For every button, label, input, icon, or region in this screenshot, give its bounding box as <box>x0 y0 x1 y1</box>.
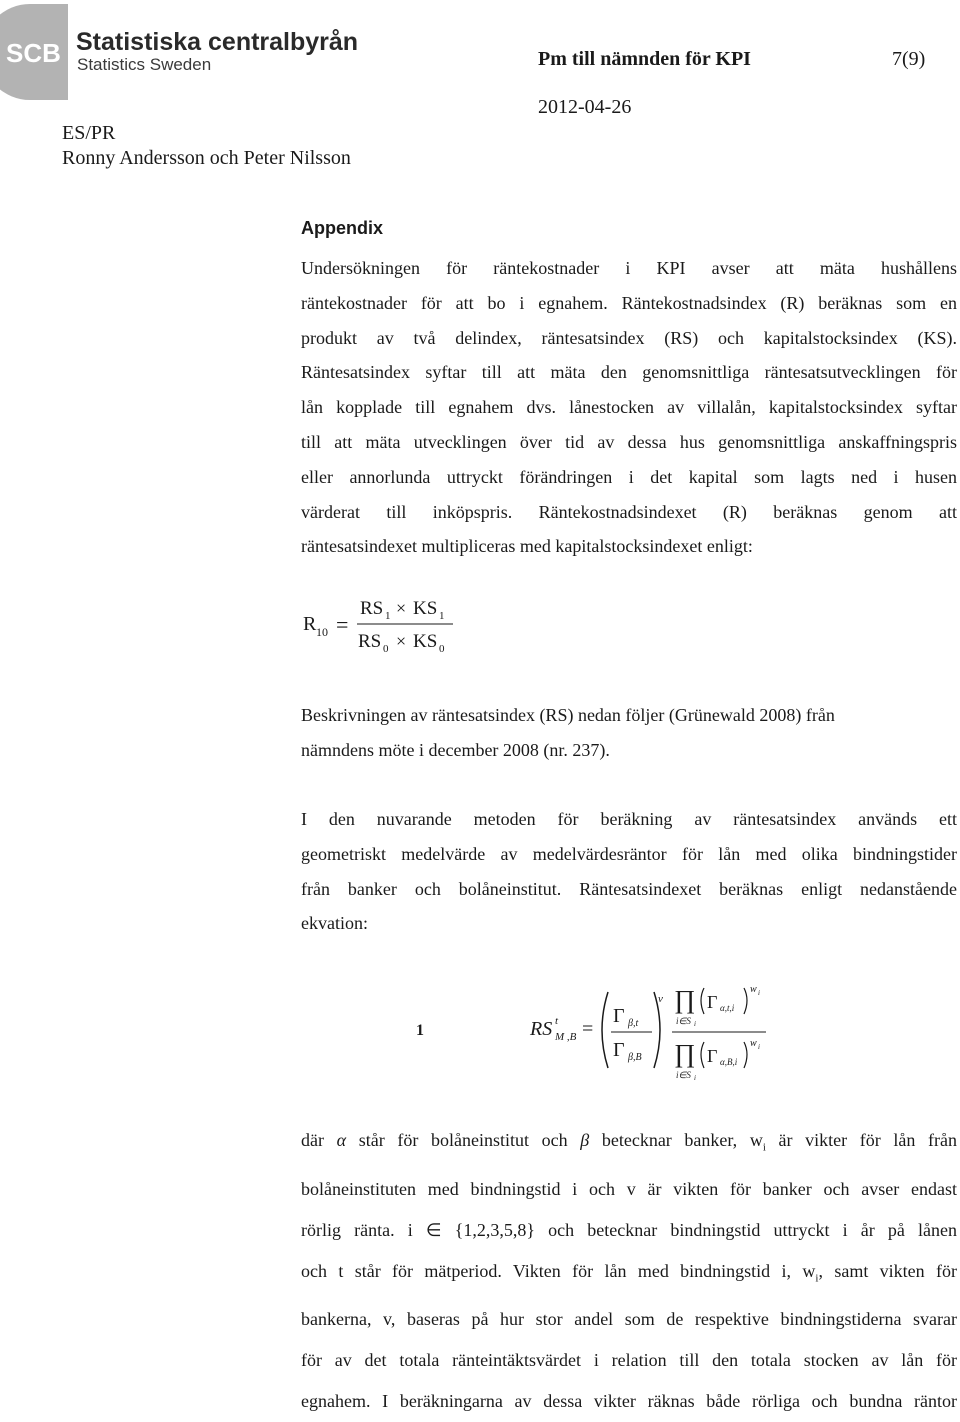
text-line: räntesatsindexet multipliceras med kapitalstocksindexet enligt: <box>301 536 753 557</box>
logo-letters: SCB <box>6 38 61 68</box>
text-line: I den nuvarande metoden för beräkning av räntesatsindex används ett <box>301 809 957 829</box>
weight-symbol: $w_i$ <box>749 1130 766 1154</box>
svg-text:i∈S: i∈S <box>676 1070 691 1080</box>
equation-number: 1 <box>416 1022 424 1039</box>
svg-text:t: t <box>555 1015 559 1027</box>
department: ES/PR <box>62 122 116 144</box>
text-line: från banker och bolåneinstitut. Räntesatsindexet beräknas enligt nedanstående <box>301 878 957 899</box>
svg-text:0: 0 <box>439 643 445 655</box>
svg-text:×: × <box>396 598 407 618</box>
svg-text:=: = <box>336 612 349 637</box>
beta-symbol: β <box>580 1130 590 1150</box>
document-title: Pm till nämnden för KPI <box>538 48 751 70</box>
svg-text:KS: KS <box>413 631 438 652</box>
svg-text:=: = <box>582 1018 594 1040</box>
svg-text:Γ: Γ <box>613 1005 625 1027</box>
text-line: bolåneinstituten med bindningstid i och v är vikten för banker och avser endast <box>301 1178 957 1199</box>
section-heading: Appendix <box>301 218 384 238</box>
equation-r10 <box>301 592 501 662</box>
text-line: värderat till inköpspris. Räntekostnadsindexet (R) beräknas genom att <box>301 501 957 522</box>
paragraph-method <box>301 802 957 941</box>
scb-logo <box>0 2 68 102</box>
svg-text:∏: ∏ <box>674 985 696 1014</box>
svg-text:v: v <box>658 993 663 1005</box>
svg-text:Γ: Γ <box>707 1046 718 1066</box>
svg-text:i: i <box>758 1043 760 1051</box>
text-line: Undersökningen för räntekostnader i KPI avser att mäta hushållens <box>301 258 957 278</box>
svg-text:Γ: Γ <box>707 992 718 1012</box>
text-line: Beskrivningen av räntesatsindex (RS) nedan följer (Grünewald 2008) från <box>301 705 835 725</box>
text-line: bankerna, v, baseras på hur stor andel som de respektive bindningstiderna svarar <box>301 1309 957 1330</box>
paragraph-description <box>301 698 957 768</box>
text-line: för av det totala ränteintäktsvärdet i relation till den totala stocken av lån för <box>301 1350 957 1371</box>
text-line: Räntesatsindex syftar till att mäta den genomsnittliga räntesatsutvecklingen för <box>301 362 957 383</box>
svg-text:α,t,i: α,t,i <box>720 1003 735 1013</box>
svg-text:β,t: β,t <box>628 1018 639 1029</box>
set-braces: {1,2,3,5,8} <box>454 1219 536 1240</box>
paragraph-intro <box>301 251 957 564</box>
text-line: nämndens möte i december 2008 (nr. 237). <box>301 739 610 760</box>
alpha-symbol: α <box>336 1130 347 1150</box>
svg-text:i: i <box>758 989 760 997</box>
svg-text:α,B,i: α,B,i <box>720 1057 738 1067</box>
text-line: egnahem. I beräkningarna av dessa vikter räknas både rörliga och bundna räntor <box>301 1391 957 1412</box>
svg-text:KS: KS <box>413 598 438 619</box>
svg-text:R: R <box>303 613 317 635</box>
svg-text:×: × <box>396 631 407 651</box>
svg-text:Γ: Γ <box>613 1039 625 1061</box>
svg-text:i∈S: i∈S <box>676 1016 691 1026</box>
svg-text:∏: ∏ <box>674 1039 696 1068</box>
svg-text:i: i <box>694 1074 696 1080</box>
text-line: geometriskt medelvärde av medelvärdesräntor för lån med olika bindningstider <box>301 843 957 864</box>
text-line: och t står för mätperiod. Vikten för lån med bindningstid i, $w_i$, samt vikten för <box>301 1260 958 1285</box>
svg-text:β,B: β,B <box>628 1052 642 1063</box>
authors: Ronny Andersson och Peter Nilsson <box>62 147 351 169</box>
text-line: eller annorlunda uttryckt förändringen i det kapital som lagts ned i husen <box>301 466 957 487</box>
text-line: räntekostnader för att bo i egnahem. Räntekostnadsindex (R) beräknas som en <box>301 292 957 313</box>
svg-text:i: i <box>694 1020 696 1028</box>
svg-text:M ,B: M ,B <box>555 1031 577 1043</box>
svg-text:1: 1 <box>439 610 445 622</box>
svg-text:w: w <box>750 984 757 995</box>
text-line: där α står för bolåneinstitut och β betecknar banker, $w_i$ är vikter för lån från <box>301 1130 958 1154</box>
page-number: 7(9) <box>892 48 926 70</box>
svg-text:10: 10 <box>316 625 328 639</box>
brand-name: Statistiska centralbyrån <box>76 28 359 56</box>
paragraph-definitions <box>301 1120 957 1422</box>
text-line: produkt av två delindex, räntesatsindex (RS) och kapitalstocksindex (KS). <box>301 327 957 348</box>
svg-text:w: w <box>750 1038 757 1049</box>
brand-subtitle: Statistics Sweden <box>77 55 212 74</box>
text-line: till att mäta utvecklingen över tid av dessa hus genomsnittliga anskaffningspris <box>301 431 957 452</box>
text-line: lån kopplade till egnahem dvs. lånestocken av villalån, kapitalstocksindex syftar <box>301 397 957 418</box>
equation-rs <box>410 980 790 1080</box>
text-line: rörlig ränta. i ∈ {1,2,3,5,8} och betecknar bindningstid uttryckt i år på lånen <box>301 1219 958 1240</box>
svg-text:1: 1 <box>385 610 391 622</box>
svg-text:RS: RS <box>360 598 384 619</box>
svg-text:0: 0 <box>383 643 389 655</box>
svg-text:RS: RS <box>530 1018 553 1040</box>
text-line: ekvation: <box>301 913 368 934</box>
document-date: 2012-04-26 <box>538 96 632 118</box>
svg-text:RS: RS <box>358 631 382 652</box>
